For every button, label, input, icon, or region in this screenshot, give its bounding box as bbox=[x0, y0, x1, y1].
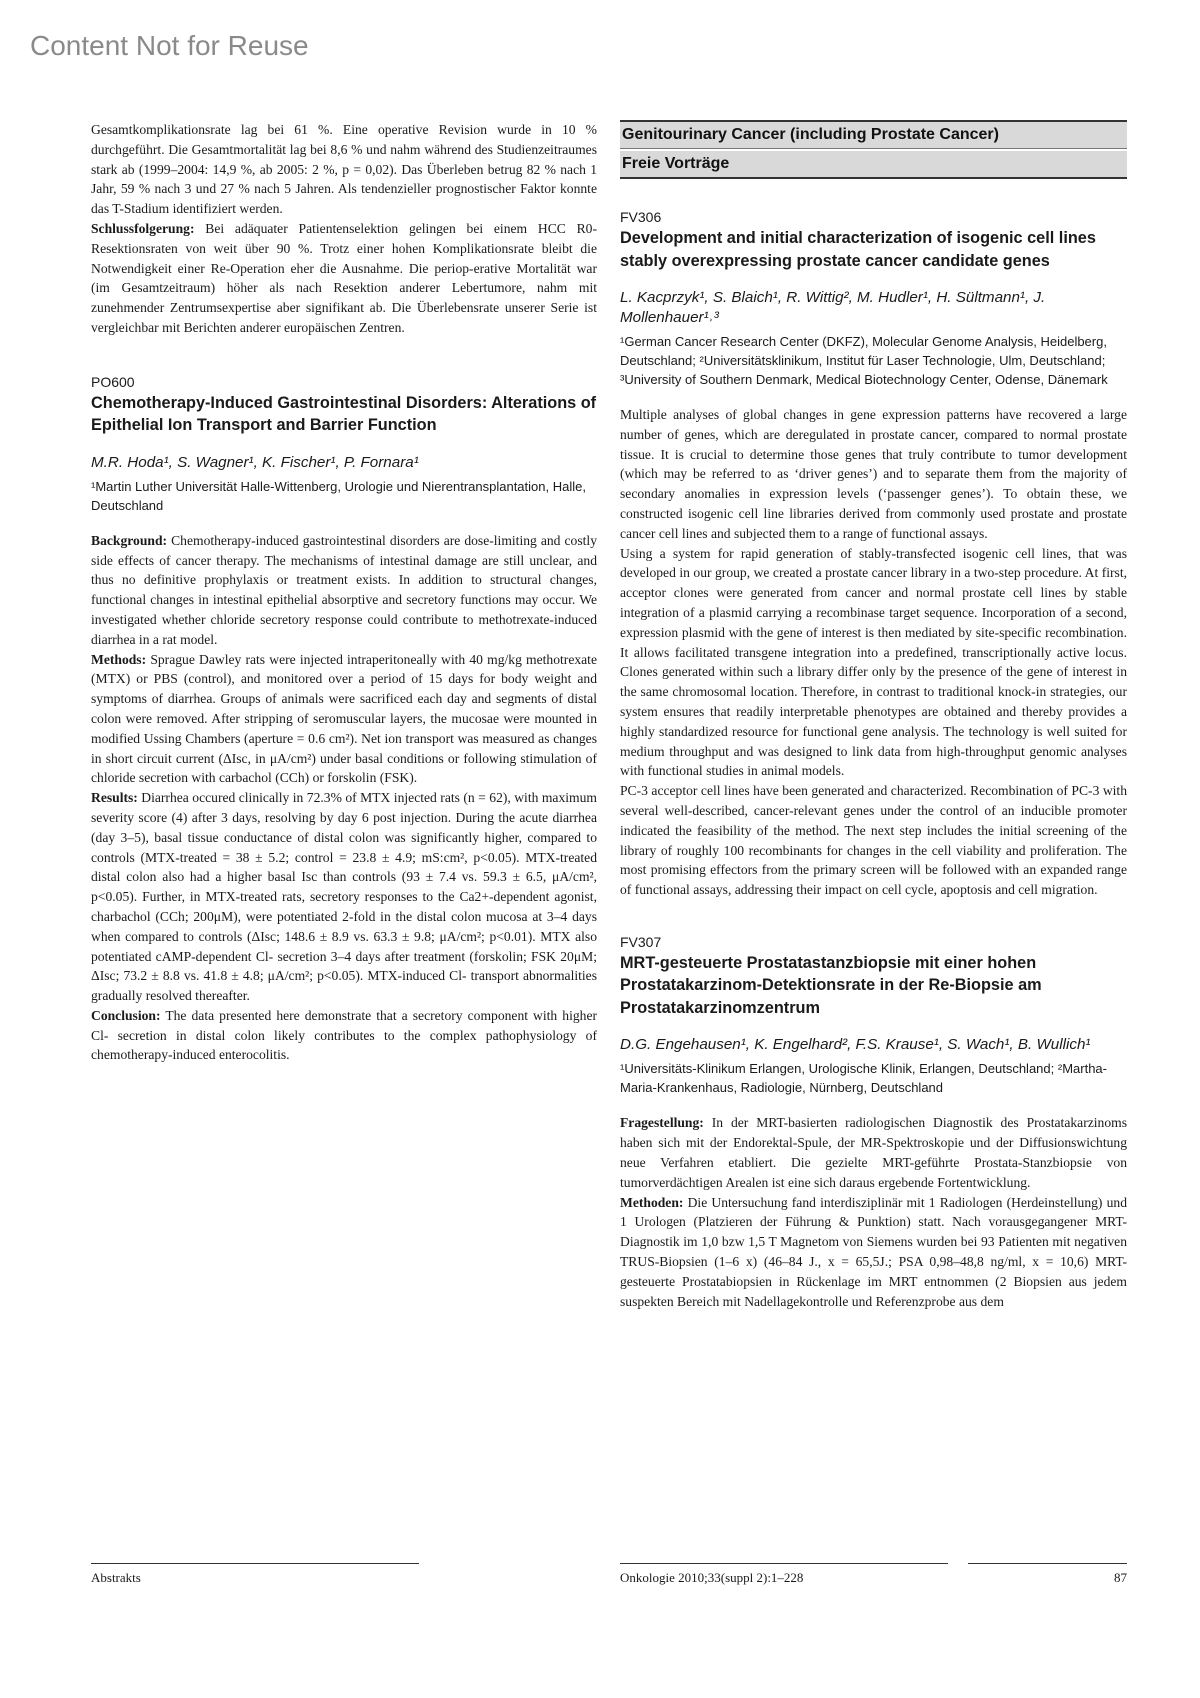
fragestellung-text: In der MRT-basierten radiologischen Diagnostik des Prostatakarzinoms haben sich mit der Endorektal-Spule, der MR-Spektroskopie und der Diffusionswichtung neue Verfahren etabliert. Die gezielte MRT-geführte Prostata-Stanzbiopsie von tumorverdächtigen Arealen ist eine sich daraus ergebende Fortentwicklung. bbox=[620, 1115, 1127, 1190]
right-column bbox=[620, 120, 1127, 1311]
abstract-id-po600: PO600 bbox=[91, 373, 135, 390]
abstract-affiliation-fv306: ¹German Cancer Research Center (DKFZ), Molecular Genome Analysis, Heidelberg, Deutschland; ²Universitätsklinikum, Institut für Laser Technologie, Ulm, Deutschland; ³University of Southern Denmark, Medical Biotechnology Center, Odense, Dänemark bbox=[620, 334, 1108, 387]
abstract-paragraph-methods bbox=[91, 650, 597, 789]
footer-rule-left bbox=[91, 1563, 419, 1564]
abstract-authors-po600: M.R. Hoda¹, S. Wagner¹, K. Fischer¹, P. Fornara¹ bbox=[91, 453, 419, 471]
fv307-paragraph-fragestellung bbox=[620, 1113, 1127, 1192]
abstract-authors-fv307: D.G. Engehausen¹, K. Engelhard², F.S. Krause¹, S. Wach¹, B. Wullich¹ bbox=[620, 1036, 1091, 1054]
abstract-authors-fv306: L. Kacprzyk¹, S. Blaich¹, R. Wittig², M. Hudler¹, H. Sültmann¹, J. Mollenhauer¹˒³ bbox=[620, 289, 1046, 326]
background-heading: Background: bbox=[91, 532, 168, 548]
abstract-paragraph-results bbox=[91, 788, 597, 1006]
conclusion-heading-po600: Conclusion: bbox=[91, 1007, 161, 1023]
abstract-title-fv307: MRT-gesteuerte Prostatastanzbiopsie mit einer hohen Prostatakarzinom-Detektionsrate in der Re-Biopsie am Prostatakarzinomzentrum bbox=[620, 953, 1042, 1017]
abstract-id-fv306: FV306 bbox=[620, 209, 662, 225]
watermark: Content Not for Reuse bbox=[30, 30, 309, 61]
footer-section-label: Abstrakts bbox=[91, 1570, 141, 1585]
intro-paragraph-1 bbox=[91, 120, 597, 219]
intro-text-1: Gesamtkomplikationsrate lag bei 61 %. Eine operative Revision wurde in 10 % durchgeführt. Die Gesamtmortalität lag bei 8,6 % und nahm während des Studienzeitraumes stark ab (1999–2004: 14,9 %, ab 2005: 2 %, p = 0,02). Das Überleben betrug 82 % nach 1 Jahr, 59 % nach 3 und 27 % nach 5 Jahren. Als tendenzieller prognostischer Faktor konnte das T-Stadium identifiziert werden. bbox=[91, 122, 597, 217]
fragestellung-heading: Fragestellung: bbox=[620, 1115, 704, 1131]
intro-paragraph-2 bbox=[91, 219, 597, 338]
abstract-paragraph-conclusion bbox=[91, 1006, 597, 1065]
fv307-paragraph-methoden bbox=[620, 1193, 1127, 1312]
results-heading: Results: bbox=[91, 790, 138, 806]
methods-heading: Methods: bbox=[91, 651, 147, 667]
abstract-paragraph-background bbox=[91, 531, 597, 650]
conclusion-heading: Schlussfolgerung: bbox=[91, 220, 195, 236]
abstract-title-fv306: Development and initial characterization of isogenic cell lines stably overexpressing prostate cancer candidate genes bbox=[620, 229, 1096, 270]
footer-journal-citation: Onkologie 2010;33(suppl 2):1–228 bbox=[620, 1570, 804, 1585]
footer-rule-right bbox=[968, 1563, 1127, 1564]
fv306-paragraph-3: PC-3 acceptor cell lines have been generated and characterized. Recombination of PC-3 with several well-described, cancer-relevant genes under the control of an inducible promoter indicated the feasibility of the method. The next step includes the initial screening of the library of roughly 100 recombinants for changes in the cell viability and proliferation. The most promising effectors from the primary screen will be followed with an expanded range of functional assays, addressing their impact on cell cycle, apoptosis and cell migration. bbox=[620, 783, 1127, 898]
abstract-id-fv307: FV307 bbox=[620, 933, 662, 950]
section-subtitle: Freie Vorträge bbox=[620, 151, 1127, 179]
conclusion-text: Bei adäquater Patientenselektion gelingen bei einem HCC R0-Resektionsraten von weit über 90 %. Trotz einer hohen Komplikationsrate bleibt die Notwendigkeit einer Re-Operation eher die Ausnahme. Die periop-erative Mortalität war (im Gesamtzeitraum) höher als nach Resektion anderer Lebertumore, nahm mit zunehmender Zentrumsexpertise aber signifikant ab. Die Überlebensrate unserer Serie ist vergleichbar mit Berichten anderer europäischen Zentren. bbox=[91, 220, 597, 335]
abstract-body-fv306 bbox=[620, 405, 1127, 900]
results-text: Diarrhea occured clinically in 72.3% of MTX injected rats (n = 62), with maximum severity score (4) after 3 days, resolving by day 6 post injection. During the acute diarrhea (day 3–5), basal tissue conductance of distal colon was significantly higher, compared to controls (MTX-treated = 38 ± 5.2; control = 23.8 ± 4.9; mS:cm², p<0.05). MTX-treated distal colon also had a higher basal Isc than controls (93 ± 7.4 vs. 59.3 ± 6.5, μA/cm², p<0.05). Further, in MTX-treated rats, secretory responses to the Ca2+-dependent agonist, charbachol (CCh; 200μM), were potentiated 2-fold in the distal colon mucosa at 3–4 days when compared to controls (ΔIsc; 148.6 ± 8.9 vs. 63.3 ± 9.8; μA/cm²; p<0.01). MTX also potentiated cAMP-dependent Cl- secretion 3–4 days after treatment (forskolin; FSK 20μM; ΔIsc; 73.2 ± 8.8 vs. 41.8 ± 4.8; μA/cm²; p<0.05). MTX-induced Cl- transport abnormalities gradually resolved thereafter. bbox=[91, 790, 597, 1004]
background-text: Chemotherapy-induced gastrointestinal disorders are dose-limiting and costly side effects of cancer therapy. The mechanisms of intestinal damage are still unclear, and thus no definitive prophylaxis or treatment exists. In addition to structural changes, functional changes in intestinal epithelial absorptive and secretory functions may occur. We investigated whether chloride secretory response could contribute to methotrexate-induced diarrhea in a rat model. bbox=[91, 532, 597, 647]
footer-rule-center bbox=[620, 1563, 948, 1564]
abstract-body-po600 bbox=[91, 531, 597, 1066]
methoden-text: Die Untersuchung fand interdisziplinär mit 1 Radiologen (Herdeinstellung) und 1 Urologen (Platzieren der Führung & Punktion) statt. Nach vorausgegangener MRT-Diagnostik im 1,0 bzw 1,5 T Magnetom von Siemens wurden bei 93 Patienten mit negativen TRUS-Biopsien (1–6 x) (46–84 J., x = 65,5J.; PSA 0,98–48,8 ng/ml, x = 10,6) MRT-gesteuerte Prostatabiopsien in Rückenlage im MRT entnommen (2 Biopsien aus jedem suspekten Bereich mit Nadellagekontrolle und Referenzprobe aus dem bbox=[620, 1194, 1127, 1309]
abstract-affiliation-fv307: ¹Universitäts-Klinikum Erlangen, Urologische Klinik, Erlangen, Deutschland; ²Martha-Maria-Krankenhaus, Radiologie, Nürnberg, Deutschland bbox=[620, 1061, 1107, 1096]
abstract-body-fv307 bbox=[620, 1113, 1127, 1311]
methoden-heading: Methoden: bbox=[620, 1194, 684, 1210]
abstract-affiliation-po600: ¹Martin Luther Universität Halle-Wittenberg, Urologie und Nierentransplantation, Halle, Deutschland bbox=[91, 478, 586, 513]
abstract-title-po600: Chemotherapy-Induced Gastrointestinal Disorders: Alterations of Epithelial Ion Transport and Barrier Function bbox=[91, 393, 597, 435]
methods-text: Sprague Dawley rats were injected intraperitoneally with 40 mg/kg methotrexate (MTX) or PBS (control), and monitored over a period of 15 days for body weight and symptoms of diarrhea. Groups of animals were sacrificed each day and segments of distal colon were removed. After stripping of seromuscular layers, the mucosae were mounted in modified Ussing Chambers (aperture = 0.6 cm²). Net ion transport was measured as changes in short circuit current (ΔIsc, in μA/cm²) under basal conditions or following stimulation of chloride secretion with carbachol (CCh) or forskolin (FSK). bbox=[91, 651, 597, 786]
conclusion-text-po600: The data presented here demonstrate that a secretory component with higher Cl- secretion in distal colon likely contributes to the complex pathophysiology of chemotherapy-induced enterocolitis. bbox=[91, 1007, 598, 1063]
fv306-paragraph-1: Multiple analyses of global changes in gene expression patterns have recovered a large number of genes, which are deregulated in prostate cancer, compared to normal prostate tissue. It is crucial to determine those genes that truly contribute to tumor development (which may be referred to as ‘driver genes’) and to separate them from the majority of secondary anomalies in expression levels (‘passenger genes’). To obtain these, we constructed isogenic cell line libraries derived from commonly used prostate and prostate cancer cell lines and subjected them to a range of functional assays. bbox=[620, 407, 1127, 541]
fv306-paragraph-2: Using a system for rapid generation of stably-transfected isogenic cell lines, that was developed in our group, we created a prostate cancer library in a two-step procedure. At first, acceptor clones were generated from cancer and normal prostate cell lines by stable integration of a plasmid carrying a recombinase target sequence. Incorporation of a second, expression plasmid with the gene of interest is then mediated by site-specific recombination. It allows facilitated transgene integration into a predefined, transcriptionally active locus. Clones generated within such a library differ only by the presence of the gene of interest in the same chromosomal location. Therefore, in contrast to traditional knock-in strategies, our system ensures that readily interpretable phenotypes are obtained and thereby provides a highly standardized resource for functional gene analysis. The technology is well suited for medium throughput and was designed to link data from high-throughput genomic analyses with functional studies in animal models. bbox=[620, 545, 1127, 779]
left-column bbox=[91, 120, 597, 1065]
section-title: Genitourinary Cancer (including Prostate Cancer) bbox=[620, 120, 1127, 149]
footer-page-number: 87 bbox=[1114, 1570, 1127, 1585]
